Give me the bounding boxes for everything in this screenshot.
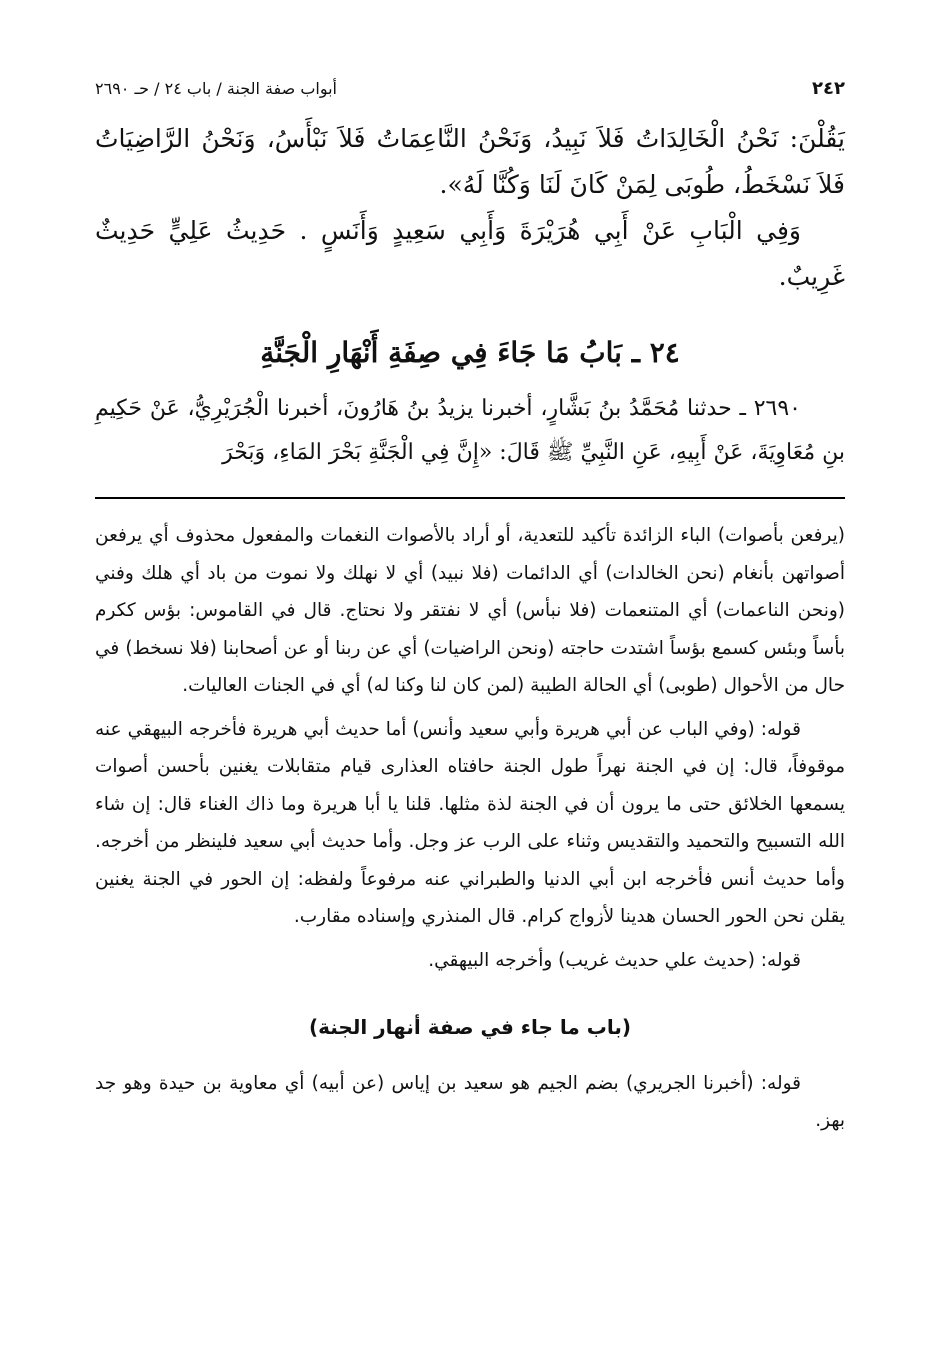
hadith-text: ٢٦٩٠ ـ حدثنا مُحَمَّدُ بنُ بَشَّارٍ، أخبرنا يزيدُ بنُ هَارُونَ، أخبرنا الْجُرَيْرِيُّ، عَنْ حَكِيمِ بنِ مُعَاوِيَةَ، عَنْ أَبِيهِ، عَنِ النَّبِيِّ ﷺ قَالَ: «إِنَّ فِي الْجَنَّةِ بَحْرَ المَاءِ، وَبَحْرَ	[95, 396, 845, 465]
chapter-heading: ٢٤ ـ بَابُ مَا جَاءَ فِي صِفَةِ أَنْهَارِ الْجَنَّةِ	[260, 336, 680, 369]
commentary-paragraph-1: (يرفعن بأصوات) الباء الزائدة تأكيد للتعدية، أو أراد بالأصوات النغمات والمفعول محذوف أي يرفعن أصواتهن بأنغام (نحن الخالدات) أي الدائمات (فلا نبيد) أي لا نهلك ولا نموت من باد أي هلك وفني (ونحن الناعمات) أي المتنعمات (فلا نبأس) أي لا نفتقر ولا نحتاج. قال في القاموس: بؤس ككرم بأساً وبئس كسمع بؤساً اشتدت حاجته (ونحن الراضيات) أي عن ربنا أو عن أصحابنا (فلا نسخط) في حال من الأحوال (طوبى) أي الحالة الطيبة (لمن كان لنا وكنا له) أي في الجنات العاليات.	[95, 525, 845, 696]
footnote-divider	[95, 497, 845, 499]
commentary-sub-heading: (باب ما جاء في صفة أنهار الجنة)	[308, 1015, 632, 1039]
commentary	[95, 517, 845, 1140]
main-text	[95, 116, 845, 300]
matn-paragraph-1: يَقُلْنَ: نَحْنُ الْخَالِدَاتُ فَلاَ نَبِيدُ، وَنَحْنُ النَّاعِمَاتُ فَلاَ نَبْأَسُ، وَنَحْنُ الرَّاضِيَاتُ فَلاَ نَسْخَطُ، طُوبَى لِمَنْ كَانَ لَنَا وَكُنَّا لَهُ».	[95, 124, 845, 199]
page-number: ٢٤٢	[812, 78, 845, 99]
commentary-paragraph-3: قوله: (حديث علي حديث غريب) وأخرجه البيهقي.	[428, 949, 801, 971]
running-header	[95, 78, 845, 112]
commentary-paragraph-4: قوله: (أخبرنا الجريري) بضم الجيم هو سعيد بن إياس (عن أبيه) أي معاوية بن حيدة وهو جد بهز.	[95, 1072, 845, 1131]
running-title: أبواب صفة الجنة / باب ٢٤ / حـ ٢٦٩٠	[95, 79, 337, 98]
matn-paragraph-2: وَفِي الْبَابِ عَنْ أَبِي هُرَيْرَةَ وَأَبِي سَعِيدٍ وَأَنَسٍ . حَدِيثُ عَلِيٍّ حَدِيثٌ غَرِيبٌ.	[95, 216, 845, 291]
commentary-paragraph-2: قوله: (وفي الباب عن أبي هريرة وأبي سعيد وأنس) أما حديث أبي هريرة فأخرجه البيهقي عنه موقوفاً، قال: إن في الجنة نهراً طول الجنة حافتاه العذارى قيام متقابلات يغنين بأحسن أصوات يسمعها الخلائق حتى ما يرون أن في الجنة لذة مثلها. قلنا يا أبا هريرة وما ذاك الغناء قال: إن شاء الله التسبيح والتحميد والتقديس وثناء على الرب عز وجل. وأما حديث أبي سعيد فلينظر من أخرجه. وأما حديث أنس فأخرجه ابن أبي الدنيا والطبراني عنه مرفوعاً ولفظه: إن الحور في الجنة يغنين يقلن نحن الحور الحسان هدينا لأزواج كرام. قال المنذري وإسناده مقارب.	[95, 718, 845, 927]
book-page	[95, 78, 845, 1146]
